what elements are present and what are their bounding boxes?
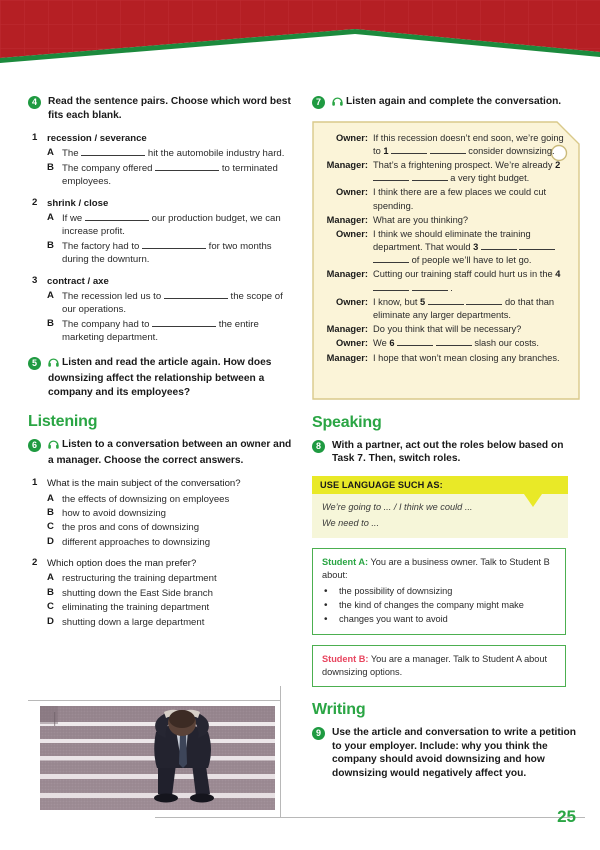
- mc-option[interactable]: [28, 587, 296, 600]
- item-number: 1: [32, 132, 38, 144]
- answer-blank[interactable]: [155, 162, 219, 170]
- task-number-badge: 9: [312, 727, 325, 740]
- student-b-text: You are a manager. Talk to Student A about downsizing options.: [322, 653, 548, 677]
- item-number: 2: [32, 557, 38, 569]
- conversation-line: [318, 214, 568, 227]
- question-stem: What is the main subject of the conversation?: [47, 478, 241, 490]
- utterance-text: We 6 slash our costs.: [373, 338, 539, 349]
- left-column: [28, 95, 296, 637]
- page-number: 25: [557, 807, 576, 826]
- option-letter: B: [47, 239, 54, 251]
- utterance-text: What are you thinking?: [373, 214, 469, 225]
- task-number-badge: 7: [312, 96, 325, 109]
- headphones-icon: [332, 96, 343, 111]
- photo-rule-vertical: [280, 686, 281, 818]
- conversation-line: [318, 132, 568, 158]
- utterance-text: I think we should eliminate the training department. That would 3 of people we’ll have to let go.: [373, 228, 568, 268]
- word-pair: recession / severance: [47, 133, 147, 145]
- answer-blank[interactable]: [152, 318, 216, 326]
- task-number-badge: 6: [28, 439, 41, 452]
- task-9-heading: [312, 726, 580, 780]
- right-column: [312, 95, 580, 791]
- student-b-label: Student B:: [322, 653, 369, 664]
- sentence-pair-item: [28, 275, 296, 288]
- student-a-label: Student A:: [322, 556, 369, 567]
- list-item: • the kind of changes the company might make: [322, 599, 556, 613]
- task-6-questions: [28, 477, 296, 629]
- option-text: The factory had to for two months during the downturn.: [62, 240, 272, 266]
- option-text: how to avoid downsizing: [62, 507, 166, 519]
- mc-option[interactable]: [28, 521, 296, 534]
- answer-blank[interactable]: [519, 242, 555, 250]
- use-language-body: [312, 494, 568, 538]
- conversation-tag-card: [312, 121, 580, 400]
- task-number-badge: 5: [28, 357, 41, 370]
- option-text: The company offered to terminated employees.: [62, 162, 278, 188]
- option-text: shutting down the East Side branch: [62, 587, 213, 599]
- task-6-heading: [28, 438, 296, 467]
- student-a-intro: [322, 556, 556, 583]
- utterance-text: If this recession doesn’t end soon, we’re going to 1 consider downsizing.: [373, 132, 564, 156]
- task-number-badge: 4: [28, 96, 41, 109]
- option-letter: D: [47, 615, 54, 627]
- option-text: shutting down a large department: [62, 616, 205, 628]
- blank-number: 4: [555, 269, 561, 280]
- use-language-line: We need to ...: [322, 518, 380, 529]
- option-letter: A: [47, 572, 54, 584]
- speaker-label: Manager:: [326, 159, 368, 170]
- mc-option[interactable]: [28, 536, 296, 549]
- sentence-option[interactable]: [28, 147, 296, 160]
- option-letter: D: [47, 535, 54, 547]
- option-letter: A: [47, 211, 54, 223]
- sentence-option[interactable]: [28, 318, 296, 345]
- task-8-heading: [312, 439, 580, 466]
- option-text: The hit the automobile industry hard.: [62, 148, 285, 160]
- sentence-pair-item: [28, 197, 296, 210]
- sentence-option[interactable]: [28, 240, 296, 267]
- answer-blank[interactable]: [164, 290, 228, 298]
- photo-rule-top: [28, 700, 280, 701]
- item-number: 3: [32, 274, 38, 286]
- conversation-line: [318, 268, 568, 294]
- sentence-pair-item: [28, 132, 296, 145]
- item-number: 2: [32, 196, 38, 208]
- page-header-banner: [0, 0, 600, 70]
- answer-blank[interactable]: [428, 297, 464, 305]
- blank-number: 1: [383, 145, 389, 156]
- task-7-instruction: [332, 95, 580, 111]
- word-pair: contract / axe: [47, 275, 109, 287]
- task-6-text: Listen to a conversation between an owner and a manager. Choose the correct answers.: [48, 439, 292, 466]
- utterance-text: I think there are a few places we could cut spending.: [373, 187, 547, 211]
- task-7-heading: [312, 95, 580, 111]
- option-letter: B: [47, 586, 54, 598]
- student-b-box: [312, 645, 566, 688]
- conversation-line: [318, 228, 568, 268]
- task-8-instruction: With a partner, act out the roles below based on Task 7. Then, switch roles.: [332, 439, 564, 465]
- option-text: restructuring the training department: [62, 573, 217, 585]
- section-heading-writing: Writing: [312, 701, 366, 719]
- answer-blank[interactable]: [412, 173, 448, 181]
- answer-blank[interactable]: [373, 282, 409, 290]
- conversation-line: [318, 337, 568, 350]
- use-language-box: [312, 476, 568, 538]
- utterance-text: That’s a frightening prospect. We’re already 2 a very tight budget.: [373, 159, 561, 184]
- headphones-icon: [48, 439, 59, 454]
- option-letter: C: [47, 521, 54, 533]
- answer-blank[interactable]: [436, 338, 472, 346]
- option-text: The recession led us to the scope of our operations.: [62, 290, 283, 316]
- option-letter: A: [47, 147, 54, 159]
- task-5-instruction: [48, 356, 296, 399]
- task-4-heading: [28, 95, 296, 122]
- blank-number: 5: [420, 296, 426, 307]
- sentence-option[interactable]: [28, 162, 296, 189]
- task-4-items: [28, 132, 296, 344]
- blank-number: 2: [555, 159, 561, 170]
- sentence-pair-group: [28, 132, 296, 189]
- blank-number: 6: [389, 338, 395, 349]
- task-9-instruction: Use the article and conversation to write a petition to your employer. Include: why you think the company should avoid downsizing and how downsizing would negatively affect you.: [332, 727, 576, 779]
- use-language-line: We’re going to ... / I think we could ...: [322, 501, 473, 512]
- conversation-line: [318, 159, 568, 185]
- task-number-badge: 8: [312, 440, 325, 453]
- callout-triangle: [524, 494, 542, 507]
- blank-number: 3: [473, 242, 479, 253]
- conversation-line: [318, 352, 568, 365]
- conversation-line: [318, 323, 568, 336]
- speaker-label: Manager:: [326, 214, 368, 225]
- headphones-icon: [48, 357, 59, 372]
- option-text: the effects of downsizing on employees: [62, 493, 230, 505]
- utterance-text: Cutting our training staff could hurt us in the 4 .: [373, 269, 561, 293]
- mc-question: [28, 557, 296, 570]
- list-item: • the possibility of downsizing: [322, 585, 556, 599]
- mc-option[interactable]: [28, 572, 296, 585]
- list-item: • changes you want to avoid: [322, 613, 556, 627]
- conversation-line: [318, 296, 568, 322]
- sentence-pair-group: [28, 275, 296, 345]
- option-text: The company had to the entire marketing department.: [62, 318, 259, 344]
- task-7-text: Listen again and complete the conversation.: [346, 96, 562, 107]
- option-letter: B: [47, 506, 54, 518]
- mc-option[interactable]: [28, 493, 296, 506]
- option-text: the pros and cons of downsizing: [62, 522, 200, 534]
- option-text: If we our production budget, we can increase profit.: [62, 212, 281, 238]
- conversation-lines: [312, 121, 580, 378]
- speaker-label: Manager:: [326, 352, 368, 363]
- answer-blank[interactable]: [430, 146, 466, 154]
- mc-option[interactable]: [28, 616, 296, 629]
- item-number: 1: [32, 477, 38, 489]
- speaker-label: Manager:: [326, 324, 368, 335]
- conversation-line: [318, 186, 568, 212]
- section-heading-speaking: Speaking: [312, 413, 382, 431]
- option-letter: A: [47, 289, 54, 301]
- answer-blank[interactable]: [81, 148, 145, 156]
- answer-blank[interactable]: [85, 212, 149, 220]
- word-pair: shrink / close: [47, 197, 109, 209]
- photo-rule-bottom: [155, 817, 585, 818]
- utterance-text: I know, but 5 do that than eliminate any larger departments.: [373, 296, 555, 320]
- task-5-text: Listen and read the article again. How does downsizing affect the relationship between a company and its employees?: [48, 357, 272, 398]
- student-a-text: You are a business owner. Talk to Student B about:: [322, 556, 550, 580]
- question-stem: Which option does the man prefer?: [47, 558, 197, 570]
- speaker-label: Owner:: [335, 296, 368, 307]
- option-letter: B: [47, 317, 54, 329]
- answer-blank[interactable]: [481, 242, 517, 250]
- mc-question-group: [28, 557, 296, 629]
- mc-option[interactable]: [28, 507, 296, 520]
- sentence-option[interactable]: [28, 290, 296, 317]
- option-text: different approaches to downsizing: [62, 536, 211, 548]
- task-6-instruction: [48, 438, 296, 467]
- answer-blank[interactable]: [142, 240, 206, 248]
- option-letter: A: [47, 492, 54, 504]
- mc-option[interactable]: [28, 601, 296, 614]
- student-b-intro: [322, 653, 556, 680]
- speaker-label: Owner:: [335, 132, 368, 143]
- utterance-text: I hope that won’t mean closing any branches.: [373, 352, 560, 363]
- utterance-text: Do you think that will be necessary?: [373, 324, 522, 335]
- task-5-heading: [28, 356, 296, 399]
- answer-blank[interactable]: [397, 338, 433, 346]
- answer-blank[interactable]: [466, 297, 502, 305]
- option-letter: C: [47, 601, 54, 613]
- speaker-label: Owner:: [335, 228, 368, 239]
- answer-blank[interactable]: [391, 146, 427, 154]
- use-language-header: USE LANGUAGE SUCH AS:: [312, 476, 568, 494]
- task-4-instruction: Read the sentence pairs. Choose which word best fits each blank.: [48, 96, 291, 121]
- speaker-label: Owner:: [335, 187, 368, 198]
- answer-blank[interactable]: [412, 282, 448, 290]
- section-heading-listening: Listening: [28, 413, 98, 431]
- sentence-option[interactable]: [28, 212, 296, 239]
- student-a-box: [312, 548, 566, 635]
- speaker-label: Manager:: [326, 269, 368, 280]
- mc-question-group: [28, 477, 296, 549]
- mc-question: [28, 477, 296, 490]
- option-letter: B: [47, 161, 54, 173]
- speaker-label: Owner:: [335, 338, 368, 349]
- option-text: eliminating the training department: [62, 602, 210, 614]
- photo-downsized-worker: [40, 706, 275, 810]
- answer-blank[interactable]: [373, 255, 409, 263]
- student-a-bullets: [322, 585, 556, 626]
- sentence-pair-group: [28, 197, 296, 267]
- answer-blank[interactable]: [373, 173, 409, 181]
